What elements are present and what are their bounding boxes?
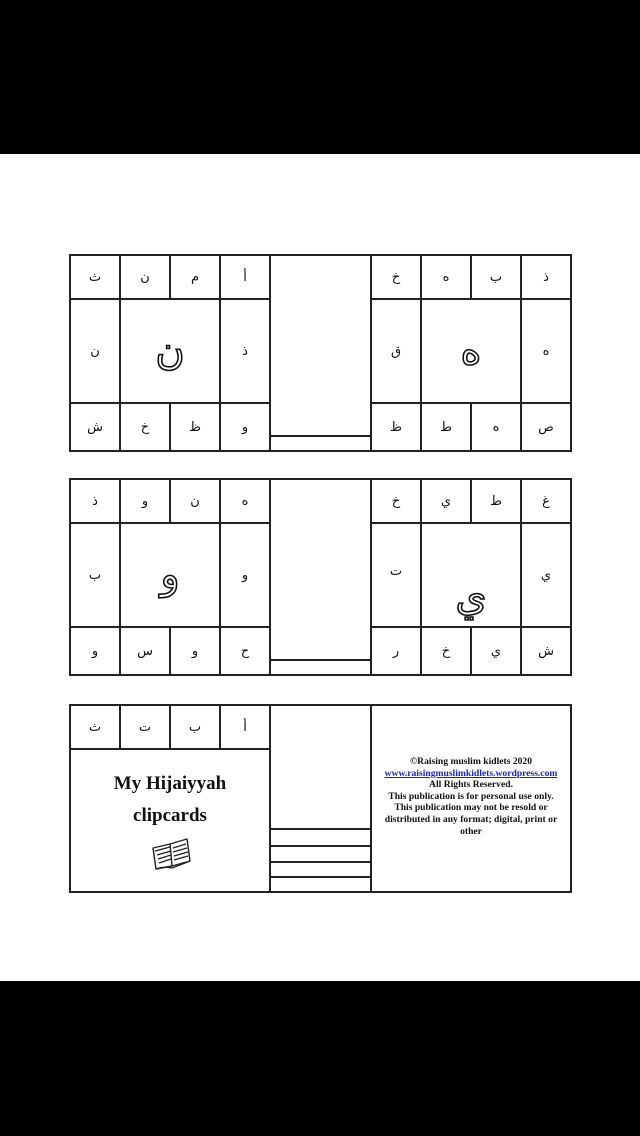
fold-line	[269, 861, 372, 863]
copyright-text: ©Raising muslim kidlets 2020	[409, 756, 533, 767]
cover-title	[72, 768, 268, 832]
letter-cell: م	[169, 254, 221, 300]
main-letter: ه	[460, 328, 482, 374]
letter-cell: خ	[370, 254, 422, 300]
letter-cell: ث	[69, 254, 121, 300]
letter-cell: أ	[219, 704, 271, 750]
letter-cell: ن	[169, 478, 221, 524]
letter-cell: و	[119, 478, 171, 524]
letter-cell: ح	[219, 626, 271, 676]
main-letter: و	[160, 552, 180, 598]
open-book-icon	[150, 836, 192, 872]
letter-cell: ق	[370, 298, 422, 404]
fold-line	[269, 659, 372, 661]
letter-cell: ب	[69, 522, 121, 628]
main-letter-cell	[119, 298, 221, 404]
fold-line	[269, 828, 372, 830]
notice-text-1: This publication is for personal use only.	[388, 790, 554, 802]
website-link[interactable]: www.raisingmuslimkidlets.wordpress.com	[384, 767, 558, 779]
main-letter-cell	[420, 522, 522, 628]
letter-cell: ط	[420, 402, 472, 452]
credits	[374, 756, 568, 837]
letter-cell: ث	[69, 704, 121, 750]
letter-cell: غ	[520, 478, 572, 524]
fold-column	[269, 478, 372, 676]
fold-column	[269, 254, 372, 452]
letter-cell: و	[169, 626, 221, 676]
letter-cell: و	[219, 522, 271, 628]
rights-text: All Rights Reserved.	[429, 779, 513, 791]
letter-cell: ظ	[169, 402, 221, 452]
main-letter: ي	[455, 574, 487, 620]
letter-cell: ي	[420, 478, 472, 524]
letter-cell: و	[69, 626, 121, 676]
letter-cell: ب	[169, 704, 221, 750]
letter-cell: ه	[219, 478, 271, 524]
letter-cell: ش	[69, 402, 121, 452]
letter-cell: خ	[420, 626, 472, 676]
letter-cell: أ	[219, 254, 271, 300]
letter-cell: و	[219, 402, 271, 452]
letter-cell: ت	[119, 704, 171, 750]
letter-cell: ر	[370, 626, 422, 676]
notice-text-2: This publication may not be resold or distributed in any format; digital, print or other	[384, 802, 558, 837]
main-letter-cell	[119, 522, 221, 628]
letter-cell: ش	[520, 626, 572, 676]
letter-cell: س	[119, 626, 171, 676]
letter-cell: ط	[470, 478, 522, 524]
main-letter-cell	[420, 298, 522, 404]
letter-cell: ه	[420, 254, 472, 300]
letter-cell: ن	[69, 298, 121, 404]
letter-cell: ص	[520, 402, 572, 452]
fold-line	[269, 845, 372, 847]
cover-title-line-2: clipcards	[133, 805, 207, 826]
letter-cell: خ	[119, 402, 171, 452]
letter-cell: ت	[370, 522, 422, 628]
fold-line	[269, 876, 372, 878]
letter-cell: ه	[470, 402, 522, 452]
cover-title-line-1: My Hijaiyyah	[113, 773, 227, 794]
letter-cell: ذ	[219, 298, 271, 404]
letter-cell: ب	[470, 254, 522, 300]
letter-cell: ذ	[69, 478, 121, 524]
letter-cell: ذ	[520, 254, 572, 300]
main-letter: ن	[155, 328, 185, 374]
fold-line	[269, 435, 372, 437]
letter-cell: ظ	[370, 402, 422, 452]
letter-cell: ه	[520, 298, 572, 404]
letter-cell: ي	[470, 626, 522, 676]
letter-cell: ي	[520, 522, 572, 628]
letter-cell: ن	[119, 254, 171, 300]
fold-column	[269, 704, 372, 893]
letter-cell: خ	[370, 478, 422, 524]
